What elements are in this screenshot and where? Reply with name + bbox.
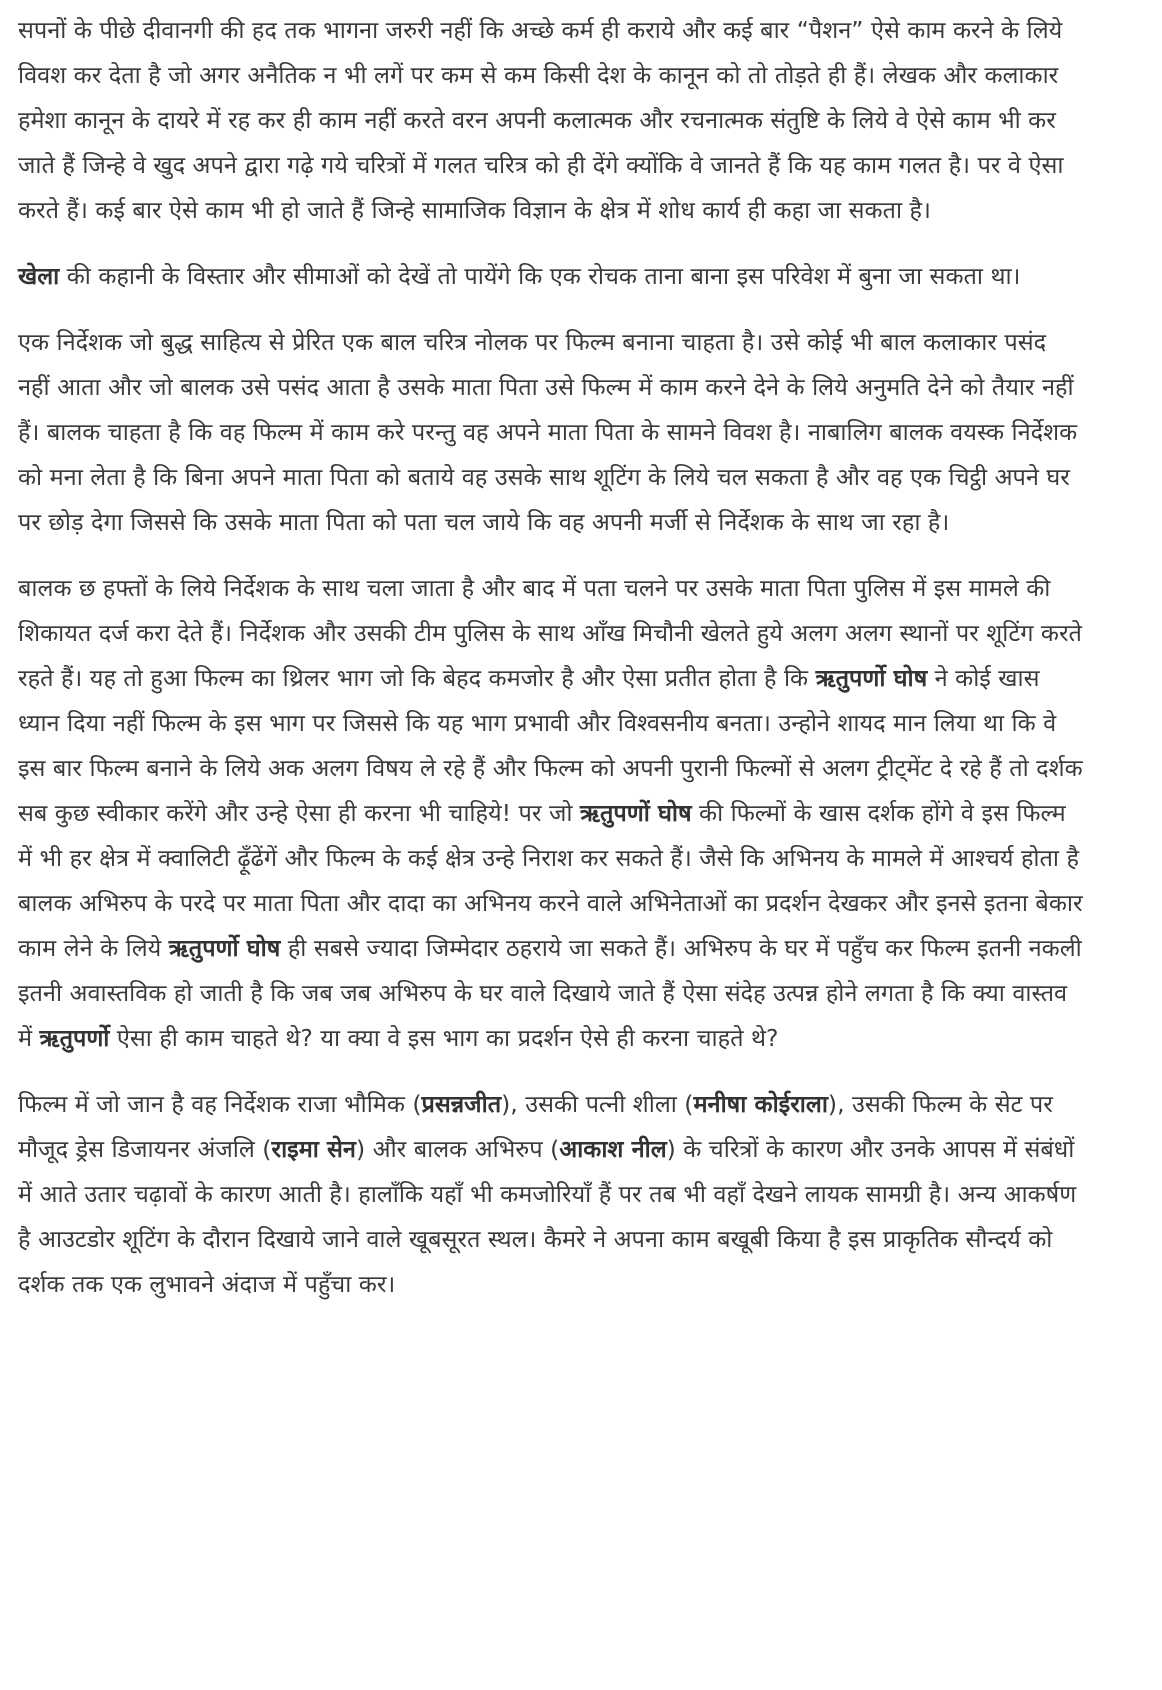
- text-run: ने कोई खास ध्यान दिया नहीं फिल्म के इस भाग पर जिससे कि यह भाग प्रभावी और विश्वसनीय बनता। उन्होने शायद मान लिया था कि वे इस बार फिल्म बनाने के लिये अक अलग विषय ले रहे हैं और फिल्म को अपनी पुरानी फिल्मों से अलग ट्रीट्मेंट दे रहे हैं तो दर्शक सब कुछ स्वीकार करेंगे और उन्हे ऐसा ही करना भी चाहिये! पर जो: [18, 664, 1083, 827]
- paragraph-intro: [18, 8, 1084, 233]
- text-run: सपनों के पीछे दीवानगी की हद तक भागना जरुरी नहीं कि अच्छे कर्म ही कराये और कई बार “पैशन” ऐसे काम करने के लिये विवश कर देता है जो अगर अनैतिक न भी लगें पर कम से कम किसी देश के कानून को तो तोड़ते ही हैं। लेखक और कलाकार हमेशा कानून के दायरे में रह कर ही काम नहीं करते वरन अपनी कलात्मक और रचनात्मक संतुष्टि के लिये वे ऐसे काम भी कर जाते हैं जिन्हे वे खुद अपने द्वारा गढ़े गये चरित्रों में गलत चरित्र को ही देंगे क्योंकि वे जानते हैं कि यह काम गलत है। पर वे ऐसा करते हैं। कई बार ऐसे काम भी हो जाते हैं जिन्हे सामाजिक विज्ञान के क्षेत्र में शोध कार्य ही कहा जा सकता है।: [18, 16, 1064, 224]
- text-run: ), उसकी पत्नी शीला (: [501, 1090, 694, 1118]
- director-name-bold: ऋतुपर्णो: [39, 1024, 110, 1052]
- text-run: ) और बालक अभिरुप (: [355, 1135, 560, 1163]
- text-run: ऐसा ही काम चाहते थे? या क्या वे इस भाग का प्रदर्शन ऐसे ही करना चाहते थे?: [109, 1024, 779, 1052]
- text-run: ) के चरित्रों के कारण और उनके आपस में संबंधों में आते उतार चढ़ावों के कारण आती है। हालाँकि यहाँ भी कमजोरियाँ हैं पर तब भी वहाँ देखने लायक सामग्री है। अन्य आकर्षण है आउटडोर शूटिंग के दौरान दिखाये जाने वाले खूबसूरत स्थल। कैमरे ने अपना काम बखूबी किया है इस प्राकृतिक सौन्दर्य को दर्शक तक एक लुभावने अंदाज में पहुँचा कर।: [18, 1135, 1077, 1298]
- director-name-bold: ऋतुपर्णो घोष: [815, 664, 928, 692]
- paragraph-khela-story: [18, 254, 1084, 299]
- actor-name-bold: आकाश नील: [559, 1135, 667, 1163]
- text-run: की फिल्मों के खास दर्शक होंगे वे इस फिल्म में भी हर क्षेत्र में क्वालिटी ढ़ूँढेंगें और फिल्म के कई क्षेत्र उन्हे निराश कर सकते हैं। जैसे कि अभिनय के मामले में आश्चर्य होता है बालक अभिरुप के परदे पर माता पिता और दादा का अभिनय करने वाले अभिनेताओं का प्रदर्शन देखकर और इनसे इतना बेकार काम लेने के लिये: [18, 799, 1083, 962]
- text-run: ), उसकी फिल्म के सेट पर मौजूद ड्रेस डिजायनर अंजलि (: [18, 1090, 1053, 1163]
- text-run: बालक छ हफ्तों के लिये निर्देशक के साथ चला जाता है और बाद में पता चलने पर उसके माता पिता पुलिस में इस मामले की शिकायत दर्ज करा देते हैं। निर्देशक और उसकी टीम पुलिस के साथ आँख मिचौनी खेलते हुये अलग अलग स्थानों पर शूटिंग करते रहते हैं। यह तो हुआ फिल्म का थ्रिलर भाग जो कि बेहद कमजोर है और ऐसा प्रतीत होता है कि: [18, 574, 1082, 692]
- paragraph-critique: [18, 566, 1084, 1061]
- director-name-bold: ऋतुपर्णो घोष: [168, 934, 281, 962]
- director-name-bold: ऋतुपणों घोष: [579, 799, 692, 827]
- text-run: फिल्म में जो जान है वह निर्देशक राजा भौमिक (: [18, 1090, 422, 1118]
- paragraph-plot: [18, 320, 1084, 545]
- text-run: की कहानी के विस्तार और सीमाओं को देखें तो पायेंगे कि एक रोचक ताना बाना इस परिवेश में बुना जा सकता था।: [59, 262, 1021, 290]
- film-title-bold: खेला: [18, 262, 60, 290]
- paragraph-cast: [18, 1082, 1084, 1307]
- text-run: ही सबसे ज्यादा जिम्मेदार ठहराये जा सकते हैं। अभिरुप के घर में पहुँच कर फिल्म इतनी नकली इतनी अवास्तविक हो जाती है कि जब जब अभिरुप के घर वाले दिखाये जाते हैं ऐसा संदेह उत्पन्न होने लगता है कि क्या वास्तव में: [18, 934, 1082, 1052]
- actor-name-bold: राइमा सेन: [271, 1135, 356, 1163]
- text-run: एक निर्देशक जो बुद्ध साहित्य से प्रेरित एक बाल चरित्र नोलक पर फिल्म बनाना चाहता है। उसे कोई भी बाल कलाकार पसंद नहीं आता और जो बालक उसे पसंद आता है उसके माता पिता उसे फिल्म में काम करने देने के लिये अनुमति देने को तैयार नहीं हैं। बालक चाहता है कि वह फिल्म में काम करे परन्तु वह अपने माता पिता के सामने विवश है। नाबालिग बालक वयस्क निर्देशक को मना लेता है कि बिना अपने माता पिता को बताये वह उसके साथ शूटिंग के लिये चल सकता है और वह एक चिट्ठी अपने घर पर छोड़ देगा जिससे कि उसके माता पिता को पता चल जाये कि वह अपनी मर्जी से निर्देशक के साथ जा रहा है।: [18, 328, 1078, 536]
- actor-name-bold: मनीषा कोईराला: [693, 1090, 828, 1118]
- actor-name-bold: प्रसन्नजीत: [421, 1090, 502, 1118]
